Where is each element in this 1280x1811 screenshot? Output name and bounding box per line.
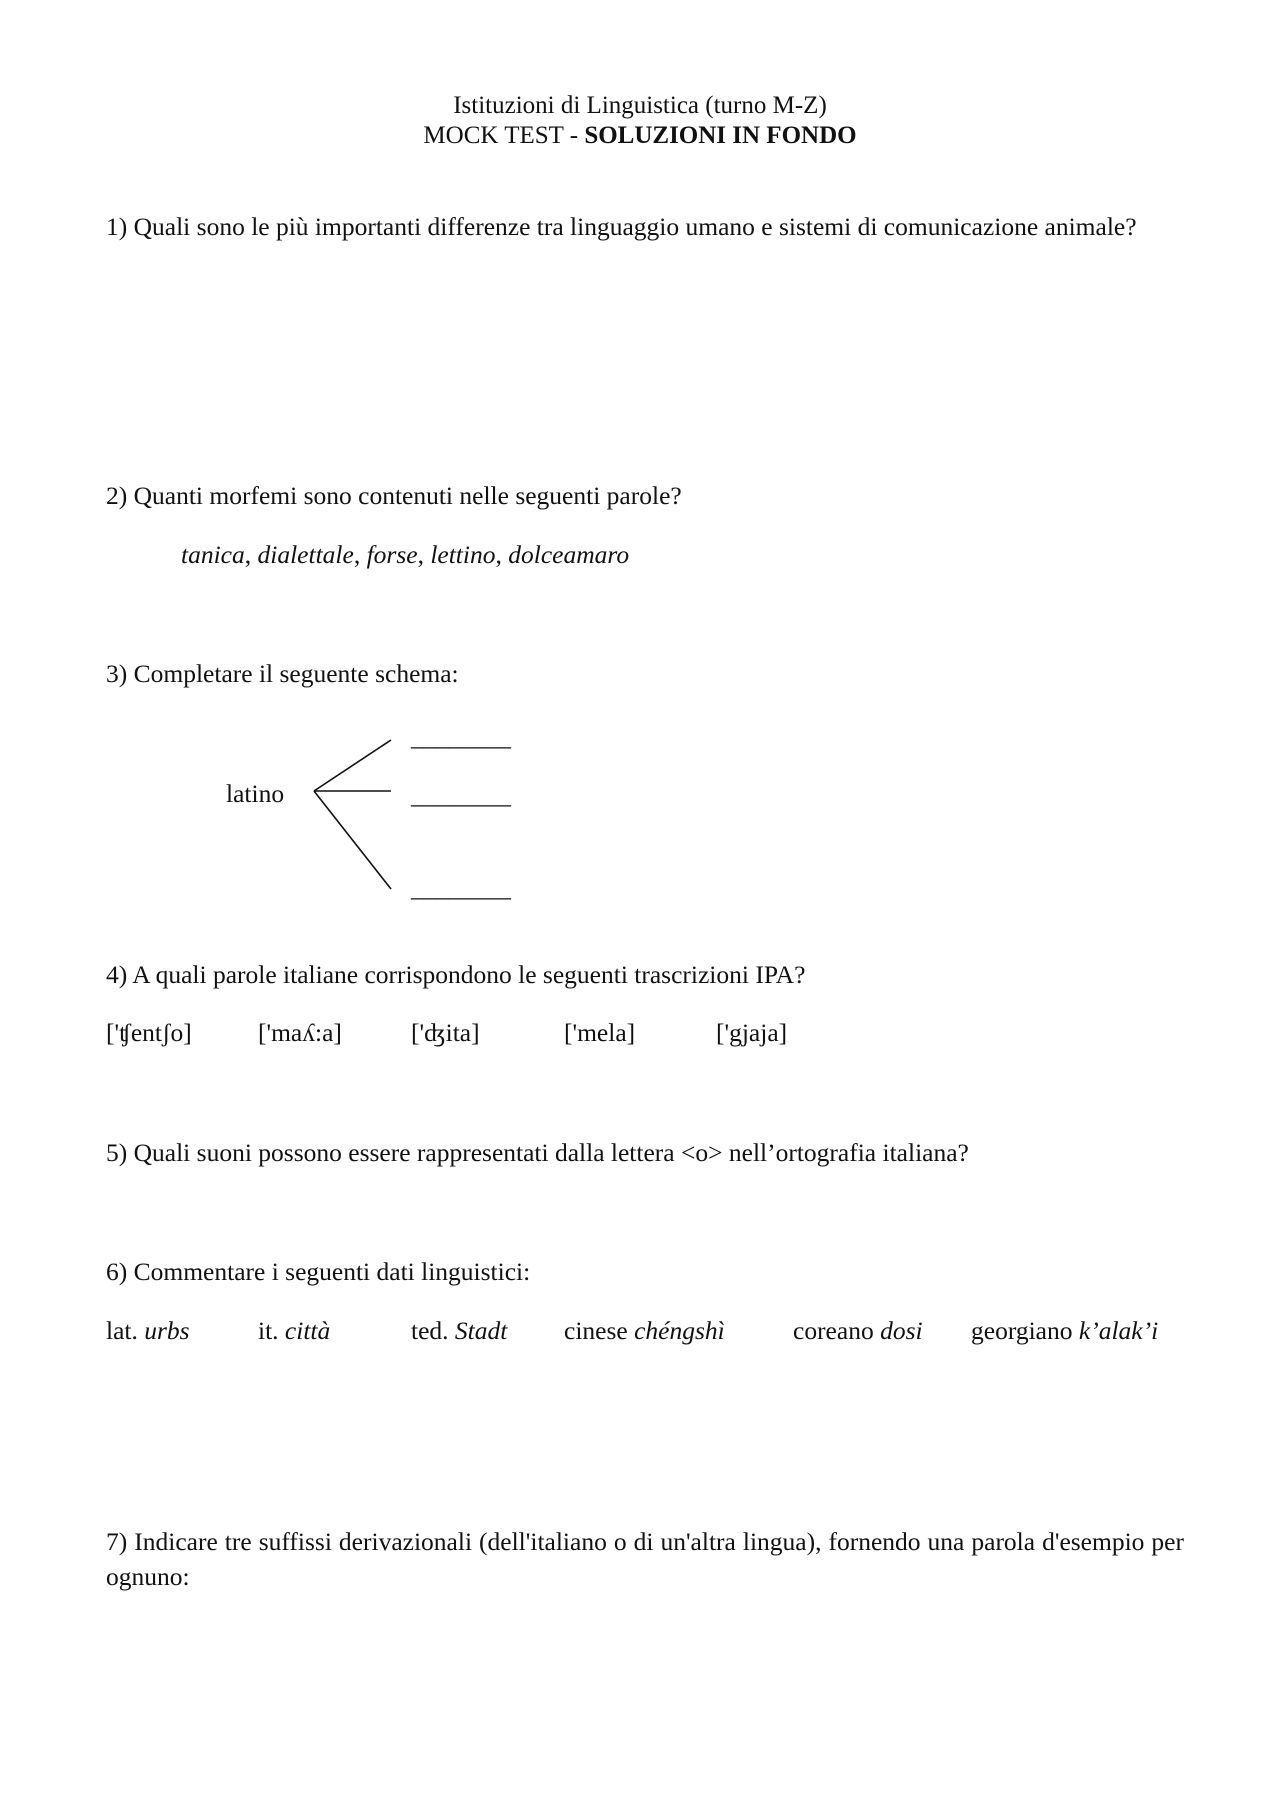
ipa-5: ['gjaja] (716, 1018, 788, 1047)
tree-root-label: latino (226, 779, 285, 808)
question-5: 5) Quali suoni possono essere rappresentati dalla lettera <o> nell’ortografia italiana? (106, 1138, 969, 1167)
course-title-text: Istituzioni di Linguistica (turno M-Z) (453, 92, 827, 119)
tree-branch-lower (314, 791, 391, 889)
test-title-bold: SOLUZIONI IN FONDO (584, 122, 857, 149)
lang-word: città (284, 1316, 331, 1345)
separator: , (495, 540, 509, 569)
separator: , (244, 540, 258, 569)
lang-label: georgiano (971, 1316, 1073, 1345)
ling-data-german (411, 1316, 507, 1347)
ling-data-italian (258, 1316, 330, 1347)
word-lettino: lettino (430, 540, 496, 569)
ipa-1: ['ʧentʃo] (106, 1018, 192, 1047)
lang-word: k’alak’i (1078, 1316, 1159, 1345)
lang-label: lat. (106, 1316, 138, 1345)
ipa-4: ['mela] (564, 1018, 636, 1047)
tree-blank-1: ________ (411, 724, 511, 751)
ling-data-georgian (971, 1316, 1158, 1347)
question-7: 7) Indicare tre suffissi derivazionali (dell'italiano o di un'altra lingua), fornendo una parola d'esempio per ognuno: (106, 1527, 1184, 1591)
lang-word: dosi (880, 1316, 923, 1345)
word-dialettale: dialettale (257, 540, 354, 569)
lang-label: it. (258, 1316, 279, 1345)
lang-word: chéngshì (634, 1316, 725, 1345)
question-3: 3) Completare il seguente schema: (106, 659, 459, 688)
lang-word: Stadt (454, 1316, 508, 1345)
word-dolceamaro: dolceamaro (508, 540, 630, 569)
word-forse: forse (366, 540, 418, 569)
question-1: 1) Quali sono le più importanti differenze tra linguaggio umano e sistemi di comunicazione animale? (106, 212, 1137, 241)
tree-blank-2: ________ (411, 782, 511, 809)
lang-label: coreano (793, 1316, 874, 1345)
ling-data-chinese (564, 1316, 725, 1347)
ipa-3: ['ʤita] (411, 1018, 480, 1047)
separator: , (417, 540, 431, 569)
tree-branch-upper (314, 740, 391, 791)
separator: , (353, 540, 367, 569)
question-2: 2) Quanti morfemi sono contenuti nelle seguenti parole? (106, 481, 682, 510)
ling-data-korean (793, 1316, 923, 1347)
question-4: 4) A quali parole italiane corrispondono le seguenti trascrizioni IPA? (106, 960, 806, 989)
lang-word: urbs (144, 1316, 190, 1345)
test-title-prefix: MOCK TEST - (423, 122, 585, 149)
question-6: 6) Commentare i seguenti dati linguistici: (106, 1257, 531, 1286)
word-tanica: tanica (181, 540, 245, 569)
tree-blank-3: ________ (411, 875, 511, 902)
lang-label: ted. (411, 1316, 449, 1345)
ipa-2: ['maʎ:a] (258, 1018, 342, 1047)
ling-data-latin (106, 1316, 190, 1347)
lang-label: cinese (564, 1316, 628, 1345)
